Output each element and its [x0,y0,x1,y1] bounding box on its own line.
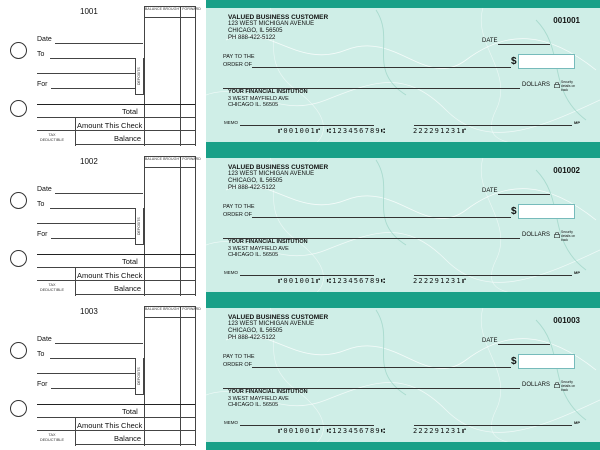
stub-check-number: 1001 [80,7,98,16]
amount-box[interactable] [518,54,575,69]
balance-brought-forward-label: BALANCE BROUGHT FORWARD [145,157,201,161]
tax-deductible-label: TAX DEDUCTIBLE [39,283,65,292]
check-top-band [206,300,600,308]
order-of-label: ORDER OF [223,62,253,68]
check-bottom-band [206,142,600,150]
date-label: DATE [482,188,498,194]
deposits-label: DEPOSITS [137,67,141,85]
punch-hole-bottom [10,400,27,417]
customer-city: CHICAGO, IL 56505 [228,178,283,184]
mp-label: MP [574,420,580,425]
amount-box[interactable] [518,204,575,219]
stub-balance-line [75,144,195,145]
stub-balance-line [75,444,195,445]
stub-total-line [37,417,195,418]
micr-account: 222291231⑈ [413,127,468,135]
signature-line[interactable] [414,425,572,426]
check-bottom-band [206,292,600,300]
date-line[interactable] [498,44,550,45]
bank-block [228,239,308,259]
mp-label: MP [574,120,580,125]
check-body [206,0,600,150]
pay-to-label [223,53,255,69]
memo-label: MEMO [224,420,238,425]
bank-block [228,389,308,409]
customer-address: 123 WEST MICHIGAN AVENUE [228,321,315,327]
stub-column-divider [144,156,145,296]
micr-routing: ⑈001001⑈ ⑆123456789⑆ [278,277,387,285]
signature-line[interactable] [414,275,572,276]
micr-routing: ⑈001001⑈ ⑆123456789⑆ [278,427,387,435]
stub-to-line-2[interactable] [37,373,143,374]
stub-to-label: To [37,351,45,358]
customer-address: 123 WEST MICHIGAN AVENUE [228,21,315,27]
stub-to-line[interactable] [50,208,143,209]
dollars-label: DOLLARS [522,232,551,238]
deposits-label: DEPOSITS [137,217,141,235]
stub-date-label: Date [37,186,52,193]
punch-hole-top [10,192,27,209]
memo-line[interactable] [240,275,374,276]
customer-name: VALUED BUSINESS CUSTOMER [228,14,329,21]
stub-amount-line [37,280,195,281]
stub-total-rule [37,404,195,405]
memo-line[interactable] [240,125,374,126]
date-line[interactable] [498,344,550,345]
stub-to-line-2[interactable] [37,73,143,74]
check-top-band [206,150,600,158]
stub-column-divider [195,306,196,446]
stub-column-divider [144,306,145,446]
micr-account: 222291231⑈ [413,427,468,435]
memo-label: MEMO [224,120,238,125]
check-bottom-band [206,442,600,450]
stub-column-divider [180,6,181,146]
stub-balance-label: Balance [114,134,142,143]
dollars-label: DOLLARS [522,82,551,88]
stub-amount-label: Amount This Check [77,271,143,280]
stub-to-line-2[interactable] [37,223,143,224]
order-of-label: ORDER OF [223,362,253,368]
memo-line[interactable] [240,425,374,426]
stub-header-line [144,17,195,18]
pay-to-the-label: PAY TO THE [223,354,255,360]
check-stub [0,0,205,150]
micr-account: 222291231⑈ [413,277,468,285]
punch-hole-top [10,342,27,359]
security-note: Security details on back [561,80,576,92]
stub-header-line [144,167,195,168]
stub-total-label: Total [122,257,138,266]
dollar-sign: $ [511,356,517,367]
customer-block [228,14,328,42]
micr-routing: ⑈001001⑈ ⑆123456789⑆ [278,127,387,135]
customer-phone: PH 888-422-5122 [228,185,276,191]
stub-total-rule [37,254,195,255]
punch-hole-bottom [10,100,27,117]
stub-balance-line [75,294,195,295]
payee-line[interactable] [252,67,511,68]
dollar-sign: $ [511,206,517,217]
customer-address: 123 WEST MICHIGAN AVENUE [228,171,315,177]
stub-total-line [37,117,195,118]
stub-for-line[interactable] [51,238,143,239]
dollars-label: DOLLARS [522,382,551,388]
stub-to-label: To [37,201,45,208]
check-number: 001001 [553,16,580,25]
signature-line[interactable] [414,125,572,126]
check-top-band [206,0,600,8]
stub-balance-label: Balance [114,284,142,293]
pay-to-label [223,353,255,369]
dollar-sign: $ [511,56,517,67]
check-row [0,300,600,450]
stub-column-divider [180,156,181,296]
customer-city: CHICAGO, IL 56505 [228,328,283,334]
stub-amount-label: Amount This Check [77,121,143,130]
stub-to-line[interactable] [50,358,143,359]
customer-city: CHICAGO, IL 56505 [228,28,283,34]
mp-label: MP [574,270,580,275]
stub-to-label: To [37,51,45,58]
bank-address: 3 WEST MAYFIELD AVE [228,245,289,252]
customer-block [228,314,328,342]
deposits-label: DEPOSITS [137,367,141,385]
stub-total-rule [37,104,195,105]
customer-block [228,164,328,192]
stub-divider [75,417,76,446]
check-body [206,300,600,450]
bank-city: CHICAGO IL. 56505 [228,252,279,258]
stub-date-line[interactable] [55,43,143,44]
bank-name: YOUR FINANCIAL INSITUTION [228,239,308,245]
stub-for-label: For [37,381,48,388]
customer-phone: PH 888-422-5122 [228,335,276,341]
lock-icon [554,82,560,88]
amount-box[interactable] [518,354,575,369]
payee-line[interactable] [252,367,511,368]
stub-date-line[interactable] [55,193,143,194]
stub-column-divider [180,306,181,446]
bank-address: 3 WEST MAYFIELD AVE [228,95,289,102]
date-label: DATE [482,338,498,344]
stub-total-line [37,267,195,268]
check-number: 001002 [553,166,580,175]
balance-brought-forward-label: BALANCE BROUGHT FORWARD [145,307,201,311]
stub-for-label: For [37,231,48,238]
order-of-label: ORDER OF [223,212,253,218]
lock-icon [554,382,560,388]
stub-divider [75,117,76,146]
stub-amount-label: Amount This Check [77,421,143,430]
stub-date-label: Date [37,336,52,343]
check-stub [0,300,205,450]
stub-amount-line [37,130,195,131]
stub-column-divider [195,6,196,146]
lock-icon [554,232,560,238]
stub-divider [75,267,76,296]
bank-name: YOUR FINANCIAL INSITUTION [228,389,308,395]
date-label: DATE [482,38,498,44]
punch-hole-bottom [10,250,27,267]
stub-for-line[interactable] [51,388,143,389]
pay-to-label [223,203,255,219]
check-row [0,150,600,300]
stub-date-line[interactable] [55,343,143,344]
stub-column-divider [195,156,196,296]
stub-header-line [144,317,195,318]
security-note: Security details on back [561,230,576,242]
memo-label: MEMO [224,270,238,275]
bank-block [228,89,308,109]
check-number: 001003 [553,316,580,325]
tax-deductible-label: TAX DEDUCTIBLE [39,133,65,142]
stub-date-label: Date [37,36,52,43]
stub-check-number: 1002 [80,157,98,166]
stub-amount-line [37,430,195,431]
stub-balance-label: Balance [114,434,142,443]
check-stub [0,150,205,300]
check-body [206,150,600,300]
stub-column-divider [144,6,145,146]
check-row [0,0,600,150]
customer-name: VALUED BUSINESS CUSTOMER [228,314,329,321]
bank-name: YOUR FINANCIAL INSITUTION [228,89,308,95]
stub-total-label: Total [122,407,138,416]
pay-to-the-label: PAY TO THE [223,204,255,210]
tax-deductible-label: TAX DEDUCTIBLE [39,433,65,442]
security-note: Security details on back [561,380,576,392]
stub-for-label: For [37,81,48,88]
bank-address: 3 WEST MAYFIELD AVE [228,395,289,402]
bank-city: CHICAGO IL. 56505 [228,402,279,408]
stub-check-number: 1003 [80,307,98,316]
date-line[interactable] [498,194,550,195]
punch-hole-top [10,42,27,59]
customer-phone: PH 888-422-5122 [228,35,276,41]
payee-line[interactable] [252,217,511,218]
stub-for-line[interactable] [51,88,143,89]
bank-city: CHICAGO IL. 56505 [228,102,279,108]
pay-to-the-label: PAY TO THE [223,54,255,60]
stub-to-line[interactable] [50,58,143,59]
balance-brought-forward-label: BALANCE BROUGHT FORWARD [145,7,201,11]
customer-name: VALUED BUSINESS CUSTOMER [228,164,329,171]
stub-total-label: Total [122,107,138,116]
